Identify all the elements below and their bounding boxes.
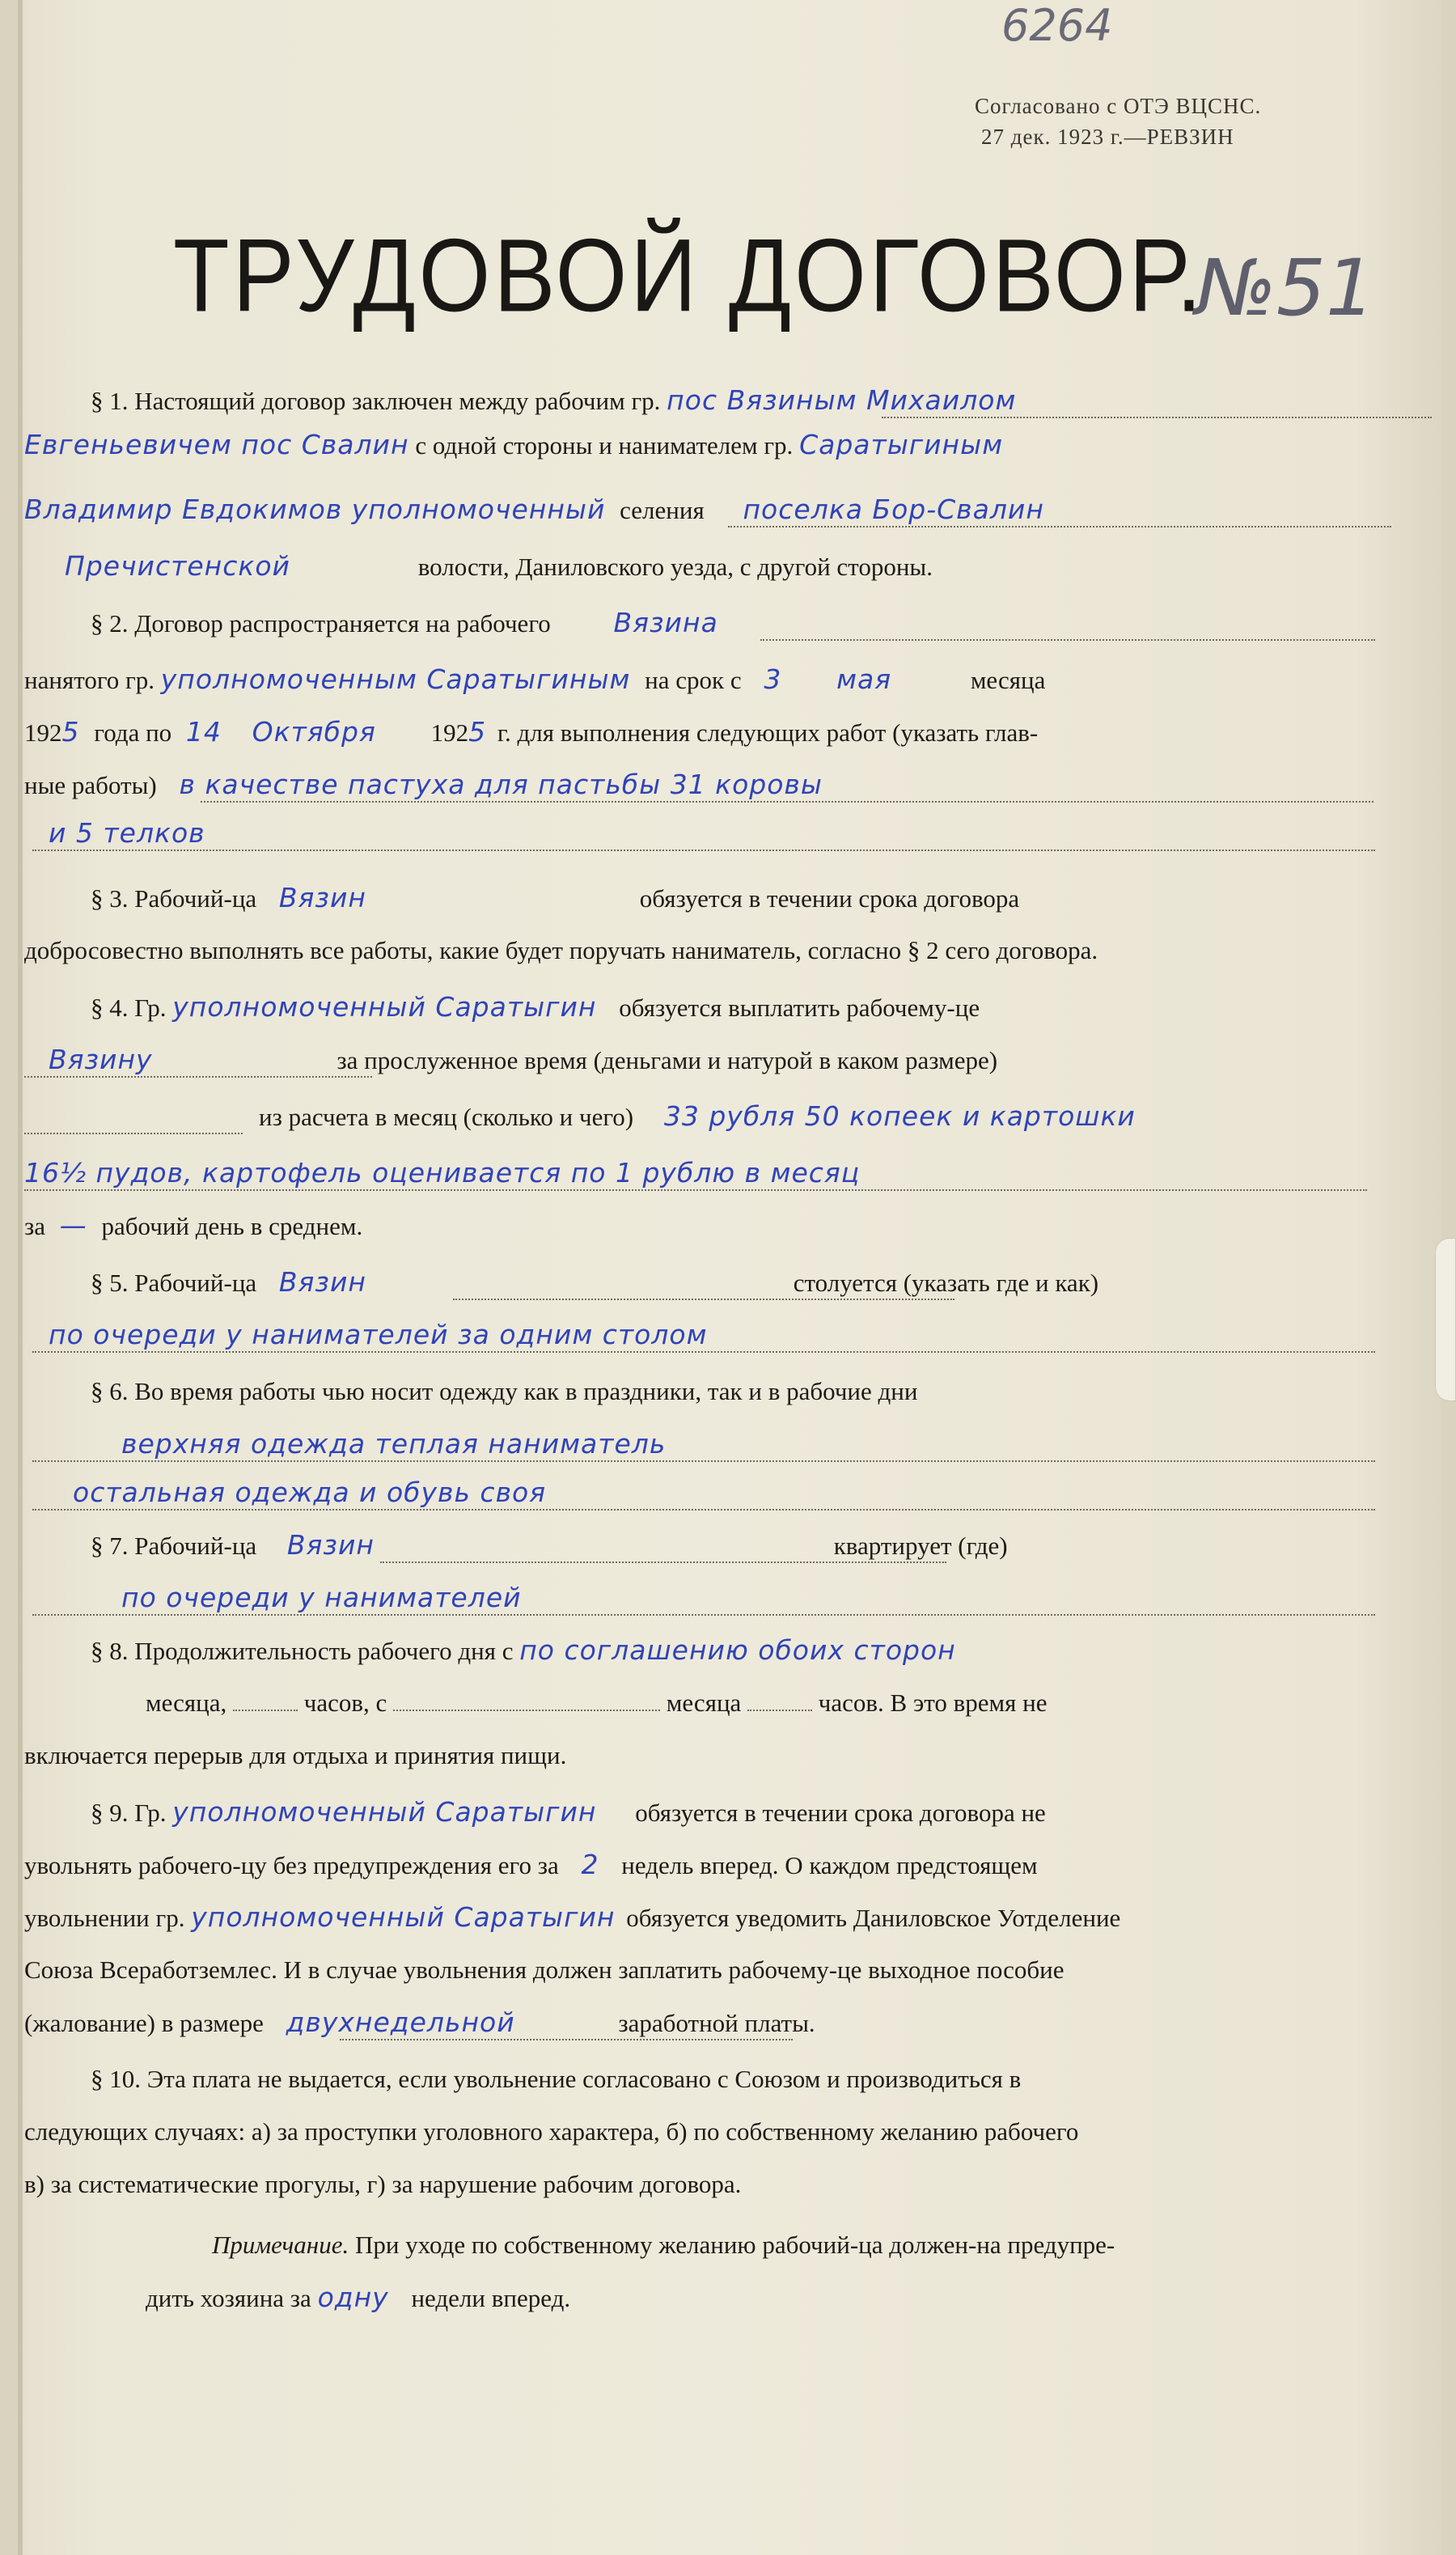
s4-line-4: 16½ пудов, картофель оценивается по 1 рублю в месяц: [24, 1157, 861, 1189]
s10-line-3: в) за систематические прогулы, г) за нарушение рабочим договора.: [24, 2170, 742, 2198]
s2-line-3: 1925 года по 14 Октября 1925 г. для выполнения следующих работ (указать глав-: [24, 716, 1039, 748]
s10-line-1: § 10. Эта плата не выдается, если увольнение согласовано с Союзом и производиться в: [91, 2065, 1022, 2093]
s9-line-5: (жалование) в размере двухнедельной заработной платы.: [24, 2006, 815, 2038]
s4-line-5: за — рабочий день в среднем.: [24, 1210, 363, 1241]
s4-line-1: § 4. Гр. уполномоченный Саратыгин обязуется выплатить рабочему-це: [91, 991, 980, 1023]
s2-line-5: и 5 телков: [49, 817, 205, 849]
page-edge: [18, 0, 23, 2555]
s3-line-1: § 3. Рабочий-ца Вязин обязуется в течении срока договора: [91, 882, 1020, 913]
s8-line-3: включается перерыв для отдыха и принятия пищи.: [24, 1741, 567, 1769]
s1-line-3: Владимир Евдокимов уполномоченный селения поселка Бор-Свалин: [24, 494, 1044, 525]
s5-line-1: § 5. Рабочий-ца Вязин столуется (указать где и как): [91, 1266, 1099, 1298]
s10-line-2: следующих случаях: а) за проступки уголовного характера, б) по собственному желанию рабочего: [24, 2117, 1079, 2146]
s6-line-2: верхняя одежда теплая наниматель: [121, 1428, 667, 1460]
employer-name: Саратыгиным: [799, 429, 1004, 460]
s8-line-2: месяца, часов, с месяца часов. В это время не: [146, 1689, 1048, 1717]
s1-line-4: Пречистенской волости, Даниловского уезда, с другой стороны.: [65, 550, 933, 582]
s9-line-4: Союза Всеработземлес. И в случае увольнения должен заплатить рабочему-це выходное пособие: [24, 1955, 1064, 1984]
worker-name: пос Вязиным Михаилом: [667, 384, 1017, 416]
s6-line-3: остальная одежда и обувь своя: [73, 1477, 547, 1508]
archive-number: 6264: [1001, 0, 1113, 51]
s9-line-2: увольнять рабочего-цу без предупреждения его за 2 недель вперед. О каждом предстоящем: [24, 1849, 1038, 1880]
s2-line-1: § 2. Договор распространяется на рабочего Вязина: [91, 607, 718, 638]
s4-line-3: из расчета в месяц (сколько и чего) 33 рубля 50 копеек и картошки: [259, 1100, 1136, 1132]
s9-line-3: увольнении гр. уполномоченный Саратыгин обязуется уведомить Даниловское Уотделение: [24, 1901, 1121, 1933]
note-line-2: дить хозяина за одну недели вперед.: [146, 2282, 571, 2313]
s5-line-2: по очереди у нанимателей за одним столом: [49, 1319, 708, 1350]
document-number-mark: №51: [1196, 243, 1375, 333]
s2-line-4: ные работы) в качестве пастуха для пастьбы 31 коровы: [24, 769, 823, 800]
s7-line-1: § 7. Рабочий-ца Вязин квартирует (где): [91, 1529, 1008, 1561]
approval-line-2: 27 дек. 1923 г.—РЕВЗИН: [981, 125, 1234, 149]
s2-line-2: нанятого гр. уполномоченным Саратыгиным на срок с 3 мая месяца: [24, 663, 1046, 695]
document-title: ТРУДОВОЙ ДОГОВОР.: [173, 218, 1205, 334]
s1-line-2: Евгеньевичем пос Свалин с одной стороны и нанимателем гр. Саратыгиным: [24, 429, 1004, 460]
s8-line-1: § 8. Продолжительность рабочего дня с по соглашению обоих сторон: [91, 1634, 956, 1666]
s9-line-1: § 9. Гр. уполномоченный Саратыгин обязуется в течении срока договора не: [91, 1796, 1046, 1828]
note-line-1: Примечание. При уходе по собственному желанию рабочий-ца должен-на предупре-: [212, 2231, 1115, 2259]
page-tab: [1435, 1238, 1456, 1401]
s7-line-2: по очереди у нанимателей: [121, 1582, 522, 1613]
s6-line-1: § 6. Во время работы чью носит одежду как в праздники, так и в рабочие дни: [91, 1377, 918, 1405]
approval-stamp: [975, 91, 1261, 152]
approval-line-1: Согласовано с ОТЭ ВЦСНС.: [975, 94, 1262, 118]
s3-line-2: добросовестно выполнять все работы, какие будет поручать наниматель, согласно § 2 сего договора.: [24, 936, 1098, 964]
note-label: Примечание.: [212, 2231, 349, 2259]
s1-line-1: § 1. Настоящий договор заключен между рабочим гр. пос Вязиным Михаилом: [91, 384, 1017, 416]
s4-line-2: Вязину за прослуженное время (деньгами и натурой в каком размере): [49, 1044, 998, 1075]
